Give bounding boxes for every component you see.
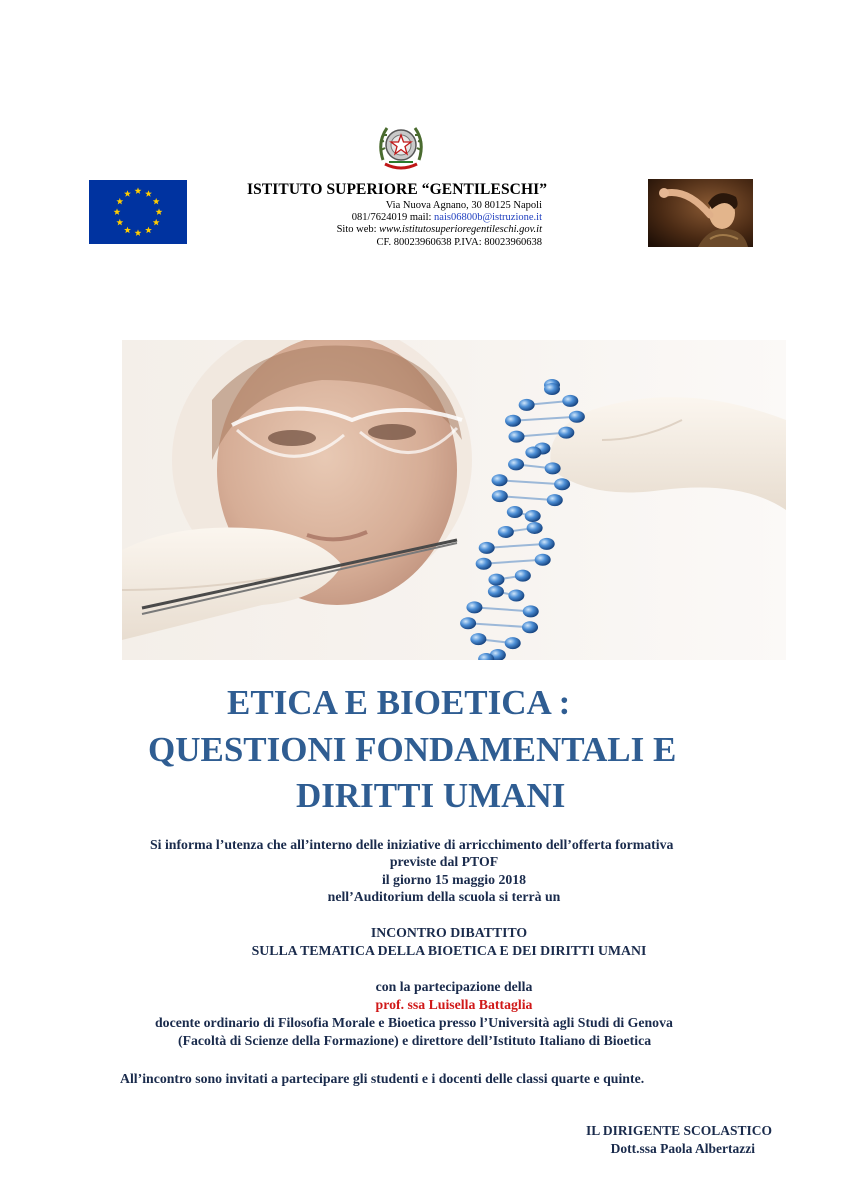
eu-star-icon [145, 227, 152, 234]
event-type-line-2: SULLA TEMATICA DELLA BIOETICA E DEI DIRITTI UMANI [251, 943, 647, 958]
dna-bead [466, 601, 482, 613]
dna-bead [545, 462, 561, 474]
speaker-role-line-2: (Facoltà di Scienze della Formazione) e direttore dell’Istituto Italiano di Bioetica [178, 1033, 652, 1048]
event-title-line-1: ETICA E BIOETICA : [227, 683, 571, 722]
dna-bead [527, 522, 543, 534]
school-name: ISTITUTO SUPERIORE “GENTILESCHI” [247, 181, 548, 198]
dna-bead [492, 490, 508, 502]
email-link[interactable]: nais06800b@istruzione.it [434, 212, 542, 224]
school-contacts [292, 200, 542, 249]
eu-star-icon [153, 219, 160, 226]
eu-star-icon [135, 229, 142, 236]
dna-bead [535, 554, 551, 566]
school-tax-codes: CF. 80023960638 P.IVA: 80023960638 [376, 236, 542, 248]
eu-star-icon [116, 198, 123, 205]
eu-star-icon [153, 198, 160, 205]
dna-bead [547, 494, 563, 506]
speaker-name: prof. ssa Luisella Battaglia [375, 997, 533, 1012]
eu-star-icon [156, 208, 163, 215]
website-link[interactable]: www.istitutosuperioregentileschi.gov.it [379, 224, 542, 236]
dna-bead [488, 585, 504, 597]
participation-label: con la partecipazione della [375, 979, 533, 994]
invitation-text: All’incontro sono invitati a partecipare gli studenti e i docenti delle classi quarte e quinte. [120, 1071, 645, 1086]
eu-star-icon [114, 208, 121, 215]
dna-bead [569, 411, 585, 423]
dna-bead [507, 506, 523, 518]
school-phone-mail [292, 212, 542, 224]
signature-title: IL DIRIGENTE SCOLASTICO [585, 1123, 772, 1138]
eu-flag-icon [89, 180, 187, 244]
dna-bead [539, 538, 555, 550]
eu-star-icon [116, 219, 123, 226]
dna-bead [525, 447, 541, 459]
dna-bead [508, 458, 524, 470]
dna-bead [554, 478, 570, 490]
intro-line-2: previste dal PTOF [389, 854, 499, 869]
dna-bead [479, 542, 495, 554]
event-title-line-2: QUESTIONI FONDAMENTALI E [148, 730, 677, 769]
phone-label: 081/7624019 mail: [351, 212, 435, 224]
signature-name: Dott.ssa Paola Albertazzi [610, 1141, 755, 1156]
gentileschi-portrait [648, 179, 753, 247]
dna-bead [519, 399, 535, 411]
dna-bead [509, 431, 525, 443]
eu-star-icon [124, 227, 131, 234]
italian-republic-emblem [375, 120, 427, 176]
dna-bead [498, 526, 514, 538]
dna-bead [523, 605, 539, 617]
dna-bead [492, 474, 508, 486]
dna-bead [460, 617, 476, 629]
dna-bead [562, 395, 578, 407]
dna-bead [522, 621, 538, 633]
dna-bead [558, 427, 574, 439]
dna-bead [505, 637, 521, 649]
dna-bead [515, 570, 531, 582]
dna-bead [488, 574, 504, 586]
dna-bead [470, 633, 486, 645]
school-address: Via Nuova Agnano, 30 80125 Napoli [385, 200, 542, 211]
eu-star-icon [135, 187, 142, 194]
intro-line-1: Si informa l’utenza che all’interno delle iniziative di arricchimento dell’offerta formativa [150, 837, 674, 852]
dna-bead [508, 589, 524, 601]
dna-bead [525, 510, 541, 522]
event-title-line-3: DIRITTI UMANI [296, 776, 566, 815]
speaker-role-line-1: docente ordinario di Filosofia Morale e Bioetica presso l’Università agli Studi di Genova [155, 1015, 673, 1030]
dna-bead [505, 415, 521, 427]
eu-star-icon [145, 190, 152, 197]
event-type-line-1: INCONTRO DIBATTITO [370, 925, 528, 940]
dna-bead [544, 383, 560, 395]
event-date: il giorno 15 maggio 2018 [381, 872, 527, 887]
school-website [292, 224, 542, 236]
eu-star-icon [124, 190, 131, 197]
bioethics-hero-image [122, 340, 786, 660]
dna-bead [476, 558, 492, 570]
event-place: nell’Auditorium della scuola si terrà un [327, 889, 561, 904]
website-label: Sito web: [336, 224, 380, 236]
